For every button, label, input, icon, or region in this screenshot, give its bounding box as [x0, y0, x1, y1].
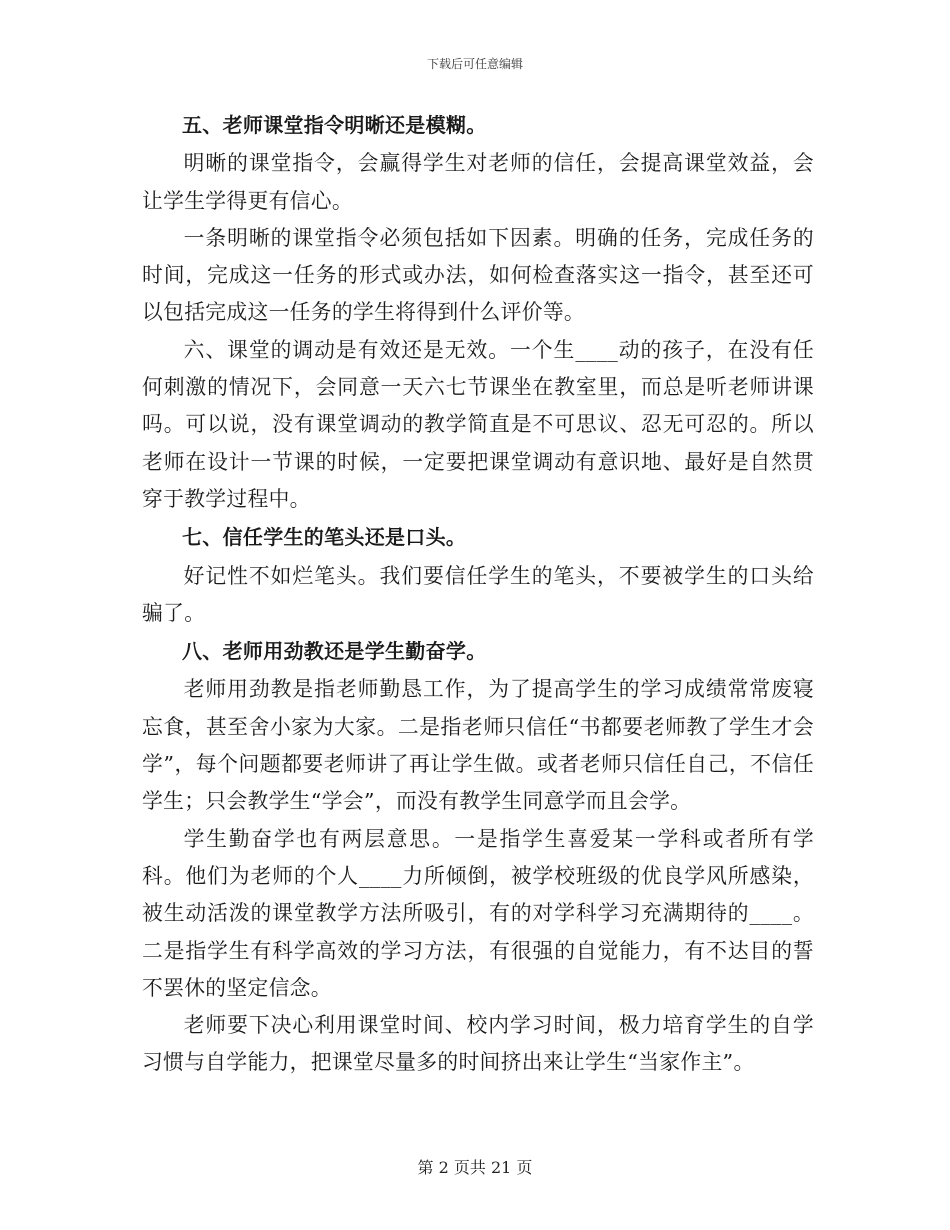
paragraph: 六、课堂的调动是有效还是无效。一个生____动的孩子，在没有任何刺激的情况下，会同意一天六七节课坐在教室里，而总是听老师讲课吗。可以说，没有课堂调动的教学简直是不可思议、忍无可忍的。所以老师在设计一节课的时候，一定要把课堂调动有意识地、最好是自然贯穿于教学过程中。: [142, 337, 814, 511]
paragraph: 老师要下决心利用课堂时间、校内学习时间，极力培育学生的自学习惯与自学能力，把课堂尽量多的时间挤出来让学生“当家作主”。: [142, 1013, 814, 1075]
section-heading-8: 八、老师用劲教还是学生勤奋学。: [182, 639, 487, 664]
paragraph: 好记性不如烂笔头。我们要信任学生的笔头，不要被学生的口头给骗了。: [142, 563, 814, 625]
download-note: 下载后可任意编辑: [426, 57, 523, 71]
document-body: [142, 106, 814, 1082]
section-heading-5: 五、老师课堂指令明晰还是模糊。: [182, 113, 487, 137]
paragraph: 老师用劲教是指老师勤恳工作，为了提高学生的学习成绩常常废寝忘食，甚至舍小家为大家。二是指老师只信任“书都要老师教了学生才会学”，每个问题都要老师讲了再让学生做。或者老师只信任自己，不信任学生；只会教学生“学会”，而没有教学生同意学而且会学。: [142, 677, 814, 814]
page-number: 第 2 页共 21 页: [417, 1158, 533, 1177]
paragraph: 明晰的课堂指令，会赢得学生对老师的信任，会提高课堂效益，会让学生学得更有信心。: [142, 151, 814, 213]
paragraph: 一条明晰的课堂指令必须包括如下因素。明确的任务，完成任务的时间，完成这一任务的形式或办法，如何检查落实这一指令，甚至还可以包括完成这一任务的学生将得到什么评价等。: [142, 225, 814, 325]
section-heading-7: 七、信任学生的笔头还是口头。: [182, 525, 467, 550]
paragraph: 学生勤奋学也有两层意思。一是指学生喜爱某一学科或者所有学科。他们为老师的个人____力所倾倒，被学校班级的优良学风所感染，被生动活泼的课堂教学方法所吸引，有的对学科学习充满期待的____。二是指学生有科学高效的学习方法，有很强的自觉能力，有不达目的誓不罢休的坚定信念。: [142, 826, 814, 1000]
